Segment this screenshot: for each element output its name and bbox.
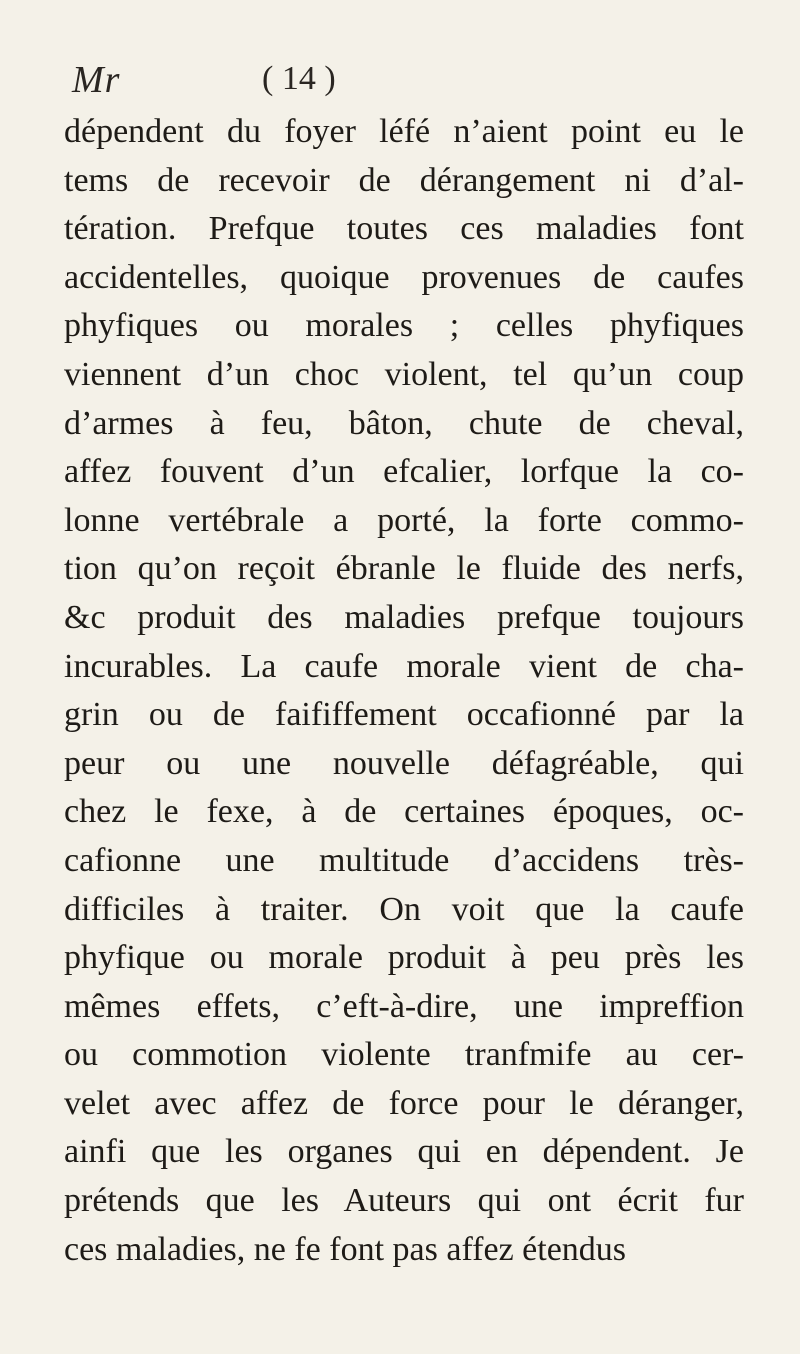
handwritten-annotation: Mr [72, 59, 121, 101]
text-line: peur ou une nouvelle défagréable, qui [64, 744, 744, 782]
text-line: ou commotion violente tranfmife au cer- [64, 1036, 744, 1074]
text-line: &c produit des maladies prefque toujours [64, 598, 744, 636]
text-line: dépendent du foyer léfé n’aient point eu le [64, 113, 744, 150]
text-line: ces maladies, ne fe font pas affez étendus [64, 1230, 627, 1268]
text-line: chez le fexe, à de certaines époques, oc- [64, 793, 744, 831]
text-line: ainfi que les organes qui en dépendent. Je [64, 1133, 744, 1171]
text-line: phyfique ou morale produit à peu près les [64, 939, 744, 977]
text-line: viennent d’un choc violent, tel qu’un coup [64, 355, 744, 393]
text-line: grin ou de faififfement occafionné par la [64, 696, 744, 734]
text-line: prétends que les Auteurs qui ont écrit fur [64, 1182, 744, 1220]
text-line: phyfiques ou morales ; celles phyfiques [64, 307, 744, 345]
text-line: tération. Prefque toutes ces maladies font [64, 210, 744, 248]
text-line: cafionne une multitude d’accidens très- [64, 841, 744, 879]
text-line: difficiles à traiter. On voit que la caufe [64, 890, 744, 928]
text-line: affez fouvent d’un efcalier, lorfque la co- [64, 453, 744, 491]
text-line: incurables. La caufe morale vient de cha- [64, 647, 744, 685]
page-number: ( 14 ) [262, 60, 336, 97]
page-header [0, 58, 800, 108]
text-line: tion qu’on reçoit ébranle le fluide des nerfs, [64, 550, 744, 588]
text-line: velet avec affez de force pour le déranger, [64, 1084, 744, 1122]
text-line: d’armes à feu, bâton, chute de cheval, [64, 404, 744, 442]
text-line: mêmes effets, c’eft-à-dire, une impreffion [64, 987, 744, 1025]
text-line: lonne vertébrale a porté, la forte commo- [64, 501, 744, 539]
text-line: tems de recevoir de dérangement ni d’al- [64, 161, 744, 199]
text-line: accidentelles, quoique provenues de caufes [64, 258, 744, 296]
body-text [64, 108, 744, 1274]
